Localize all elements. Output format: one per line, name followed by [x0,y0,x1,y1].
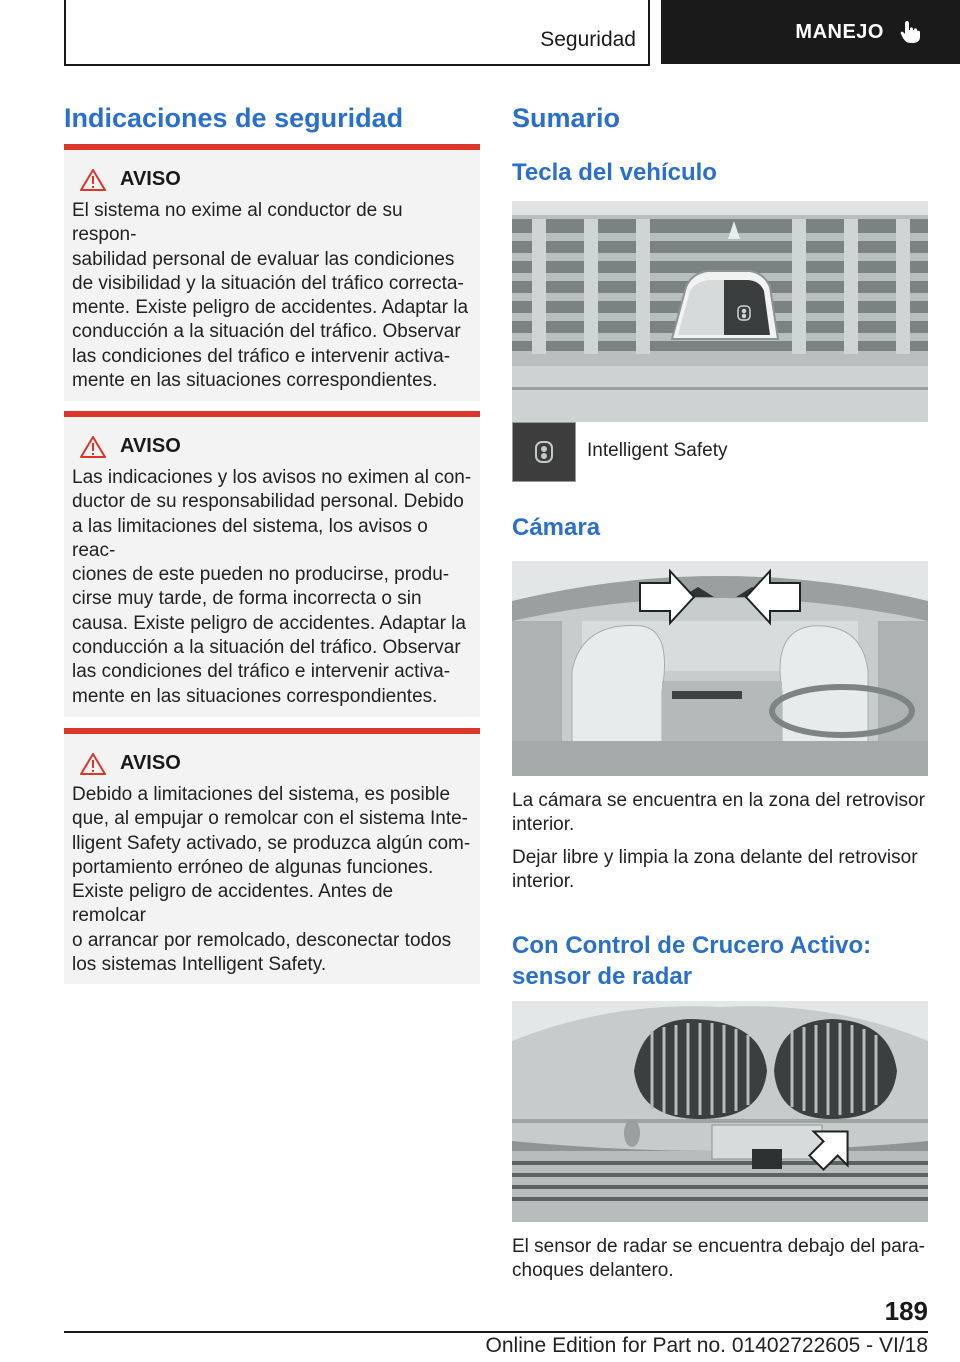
header-rule-right [648,0,650,66]
warning-box [64,411,480,717]
camera-paragraph-1: La cámara se encuentra en la zona del retrovisor interior. [512,790,925,835]
page-number: 189 [884,1296,928,1326]
radar-sensor-photo [512,1001,928,1222]
page-title-right: Sumario [512,103,621,133]
page-title-left: Indicaciones de seguridad [64,103,404,133]
hand-pointer-icon [900,20,920,44]
warning-label: AVISO [120,435,181,457]
section-title-camera: Cámara [512,514,601,541]
footer-rule [64,1331,928,1333]
warning-text: Debido a limitaciones del sistema, es posible que, al empujar o remolcar con el sistema Inte- lligent Safety activado, se produzca algún com- portamiento erróneo de algunas funciones. Existe peligro de accidentes. Antes de remolcar o arrancar por remolcado, desconectar todos los sistemas Intelligent Safety. [72,784,471,976]
warning-text: Las indicaciones y los avisos no eximen al con- ductor de su responsabilidad personal. Debido a las limitaciones del sistema, los avisos o reac- ciones de este pueden no producirse, produ- cirse muy tarde, de forma incorrecta o sin causa. Existe peligro de accidentes. Adaptar la conducción a la situación del tráfico. Observar las condiciones del tráfico e intervenir activa- mente en las situaciones correspondientes. [72,467,472,707]
intelligent-safety-icon [512,422,576,482]
warning-box [64,728,480,984]
chapter-tab[interactable] [661,0,960,64]
warning-triangle-icon [80,436,106,458]
warning-text: El sistema no exime al conductor de su respon- sabilidad personal de evaluar las condiciones de visibilidad y la situación del tráfico correcta- mente. Existe peligro de accidentes. Adaptar la conducción a la situación del tráfico. Observar las condiciones del tráfico e intervenir activa- mente en las situaciones correspondientes. [72,200,469,392]
warning-box [64,144,480,401]
section-title-vehicle-button: Tecla del vehículo [512,159,717,186]
section-title-radar: Con Control de Crucero Activo: sensor de radar [512,932,872,990]
vehicle-button-photo [512,201,928,422]
warning-triangle-icon [80,169,106,191]
camera-interior-photo [512,561,928,776]
header-rule-left [64,0,66,66]
header-rule [64,64,650,66]
chapter-label: MANEJO [795,20,884,43]
button-label: Intelligent Safety [587,440,728,461]
radar-paragraph-1: El sensor de radar se encuentra debajo del para-choques delantero. [512,1236,925,1281]
edition-note: Online Edition for Part no. 01402722605 - VI/18 [485,1334,928,1357]
warning-label: AVISO [120,168,181,190]
camera-paragraph-2: Dejar libre y limpia la zona delante del retrovisor interior. [512,847,918,892]
warning-label: AVISO [120,752,181,774]
warning-triangle-icon [80,753,106,775]
section-label: Seguridad [540,28,636,51]
